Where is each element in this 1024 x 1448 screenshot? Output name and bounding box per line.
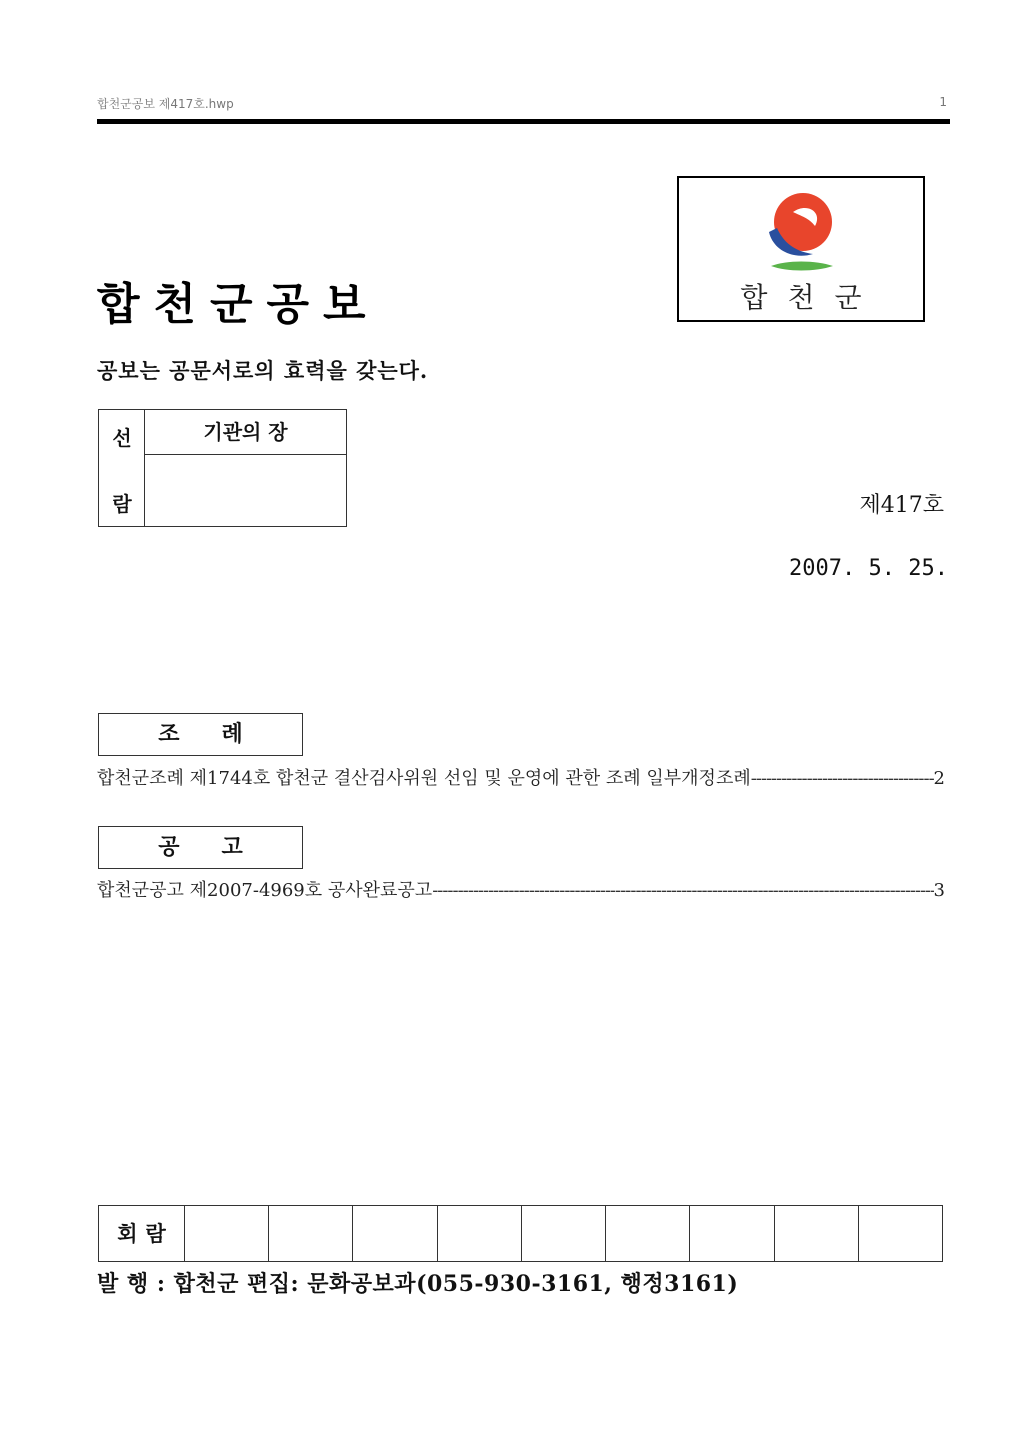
issue-date: 2007. 5. 25.: [789, 556, 948, 581]
review-cell: [606, 1206, 690, 1261]
review-cell: [522, 1206, 606, 1261]
review-cell: [353, 1206, 437, 1261]
gazette-title: 합천군공보: [97, 279, 380, 330]
toc-leader: [432, 880, 933, 901]
circulation-side-label-top: 선: [112, 426, 132, 450]
publisher-line: 발 행 : 합천군 편집: 문화공보과(055-930-3161, 행정3161): [97, 1271, 739, 1297]
county-logo: [677, 176, 925, 322]
section-heading-ordinance: 조례: [98, 713, 303, 756]
gazette-subtitle: 공보는 공문서로의 효력을 갖는다.: [97, 358, 429, 383]
issue-number: 제417호: [859, 493, 944, 518]
header-filename: 합천군공보 제417호.hwp: [97, 97, 234, 111]
header-rule: [97, 119, 950, 124]
section-heading-notice: 공고: [98, 826, 303, 869]
logo-text: 합천군: [740, 281, 882, 314]
circulation-header: 기관의 장: [145, 410, 346, 455]
emblem-green-wave: [771, 262, 833, 271]
header-page-number: 1: [939, 95, 947, 109]
toc-entry-title: 합천군공고 제2007-4969호 공사완료공고: [97, 880, 433, 901]
toc-entry-page: 2: [933, 768, 945, 789]
circulation-table: [98, 409, 347, 527]
running-header: [97, 95, 949, 117]
review-cell: [690, 1206, 774, 1261]
toc-leader: [751, 768, 934, 789]
review-strip: [98, 1205, 943, 1262]
review-label: 회람: [99, 1206, 185, 1261]
toc-entry-page: 3: [933, 880, 945, 901]
review-cell: [859, 1206, 942, 1261]
toc-entry-title: 합천군조례 제1744호 합천군 결산검사위원 선임 및 운영에 관한 조례 일부개정조례: [97, 768, 751, 789]
review-cell: [269, 1206, 353, 1261]
review-cell: [438, 1206, 522, 1261]
review-cell: [185, 1206, 269, 1261]
toc-entry[interactable]: [97, 876, 945, 902]
toc-entry[interactable]: [97, 764, 945, 790]
circulation-side-label-bottom: 람: [112, 492, 132, 516]
review-cell: [775, 1206, 859, 1261]
circulation-side-label: [99, 410, 145, 526]
county-emblem-icon: [763, 188, 839, 276]
